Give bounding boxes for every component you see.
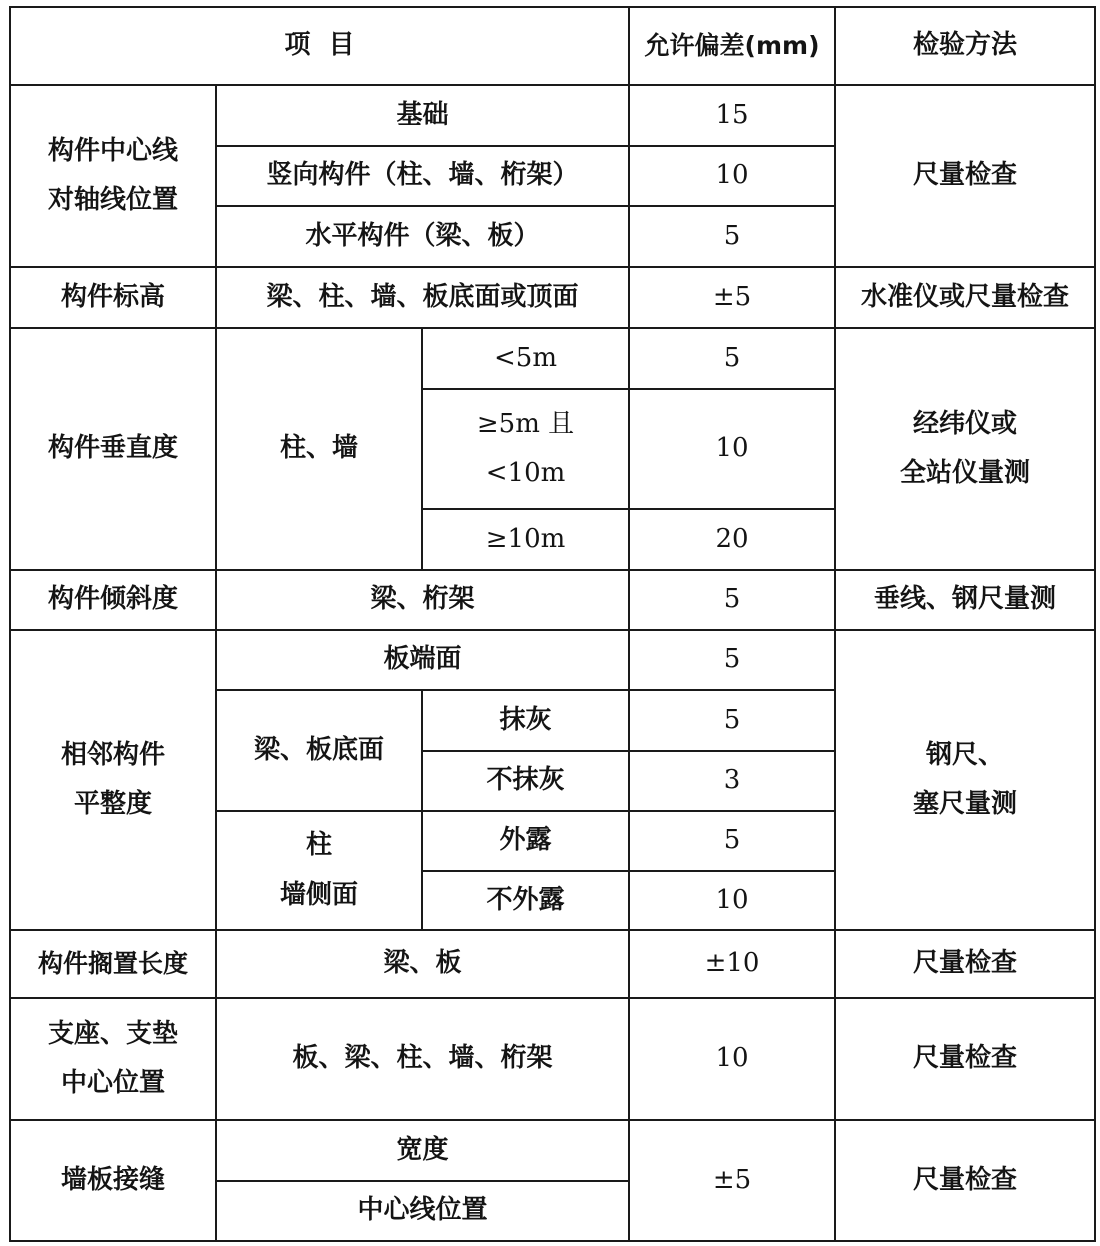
sub-line: 墙侧面 [279, 879, 358, 910]
label-line: 支座、支垫 [47, 1018, 178, 1049]
table-row [10, 1120, 1095, 1181]
deviation-value: 5 [629, 328, 835, 389]
label-line: 对轴线位置 [47, 185, 178, 215]
method-line: 塞尺量测 [913, 789, 1018, 819]
sub-sub-item: 不外露 [422, 871, 629, 930]
sub-item: 梁、桁架 [216, 570, 629, 630]
sub-item: 板、梁、柱、墙、桁架 [216, 998, 629, 1120]
table-row [10, 570, 1095, 630]
method-cell: 尺量检查 [835, 85, 1095, 267]
range-line: <10m [485, 458, 566, 488]
deviation-value: 20 [629, 509, 835, 570]
method-cell: 尺量检查 [835, 1120, 1095, 1241]
range-item [422, 389, 629, 509]
sub-item [216, 811, 422, 930]
label-line: 中心位置 [60, 1068, 165, 1098]
table-row [10, 85, 1095, 146]
sub-item: 基础 [216, 85, 629, 146]
tolerance-table [9, 6, 1096, 1242]
deviation-value: 10 [629, 998, 835, 1120]
sub-sub-item: 抹灰 [422, 690, 629, 751]
table-row [10, 630, 1095, 690]
deviation-value: ±5 [629, 267, 835, 328]
center-line-label [10, 85, 216, 267]
method-cell [835, 328, 1095, 570]
method-cell: 水准仪或尺量检查 [835, 267, 1095, 328]
table-row [10, 998, 1095, 1120]
method-line: 钢尺、 [926, 739, 1005, 770]
sub-item: 宽度 [216, 1120, 629, 1181]
header-item: 项 目 [10, 7, 629, 85]
table-row [10, 328, 1095, 389]
header-method: 检验方法 [835, 7, 1095, 85]
range-item: <5m [422, 328, 629, 389]
sub-sub-item: 不抹灰 [422, 751, 629, 811]
label-line: 构件中心线 [47, 135, 178, 166]
deviation-value: 15 [629, 85, 835, 146]
support-label [10, 998, 216, 1120]
deviation-value: 5 [629, 630, 835, 690]
deviation-value: 10 [629, 389, 835, 509]
deviation-value: 10 [629, 871, 835, 930]
sub-item: 水平构件（梁、板） [216, 206, 629, 267]
sub-line: 柱 [305, 830, 332, 861]
sub-item: 竖向构件（柱、墙、桁架） [216, 146, 629, 206]
sub-item: 梁、板底面 [216, 690, 422, 811]
header-deviation: 允许偏差(mm) [629, 7, 835, 85]
header-row [10, 7, 1095, 85]
sub-sub-item: 外露 [422, 811, 629, 871]
elevation-label: 构件标高 [10, 267, 216, 328]
sub-item: 柱、墙 [216, 328, 422, 570]
deviation-value: ±10 [629, 930, 835, 998]
label-line: 平整度 [73, 789, 152, 819]
table-row [10, 267, 1095, 328]
deviation-value: 3 [629, 751, 835, 811]
flatness-label [10, 630, 216, 930]
verticality-label: 构件垂直度 [10, 328, 216, 570]
deviation-value: 5 [629, 811, 835, 871]
deviation-value: ±5 [629, 1120, 835, 1241]
table-row [10, 930, 1095, 998]
range-line: ≥5m 且 [476, 408, 575, 439]
sub-item: 中心线位置 [216, 1181, 629, 1241]
method-cell: 垂线、钢尺量测 [835, 570, 1095, 630]
deviation-value: 10 [629, 146, 835, 206]
sub-item: 梁、柱、墙、板底面或顶面 [216, 267, 629, 328]
method-cell [835, 630, 1095, 930]
deviation-value: 5 [629, 690, 835, 751]
sub-item: 板端面 [216, 630, 629, 690]
inclination-label: 构件倾斜度 [10, 570, 216, 630]
method-line: 经纬仪或 [913, 408, 1018, 439]
method-line: 全站仪量测 [900, 458, 1031, 488]
range-item: ≥10m [422, 509, 629, 570]
deviation-value: 5 [629, 206, 835, 267]
deviation-value: 5 [629, 570, 835, 630]
label-line: 相邻构件 [60, 739, 165, 770]
method-cell: 尺量检查 [835, 998, 1095, 1120]
bearing-length-label: 构件搁置长度 [10, 930, 216, 998]
method-cell: 尺量检查 [835, 930, 1095, 998]
sub-item: 梁、板 [216, 930, 629, 998]
joint-label: 墙板接缝 [10, 1120, 216, 1241]
